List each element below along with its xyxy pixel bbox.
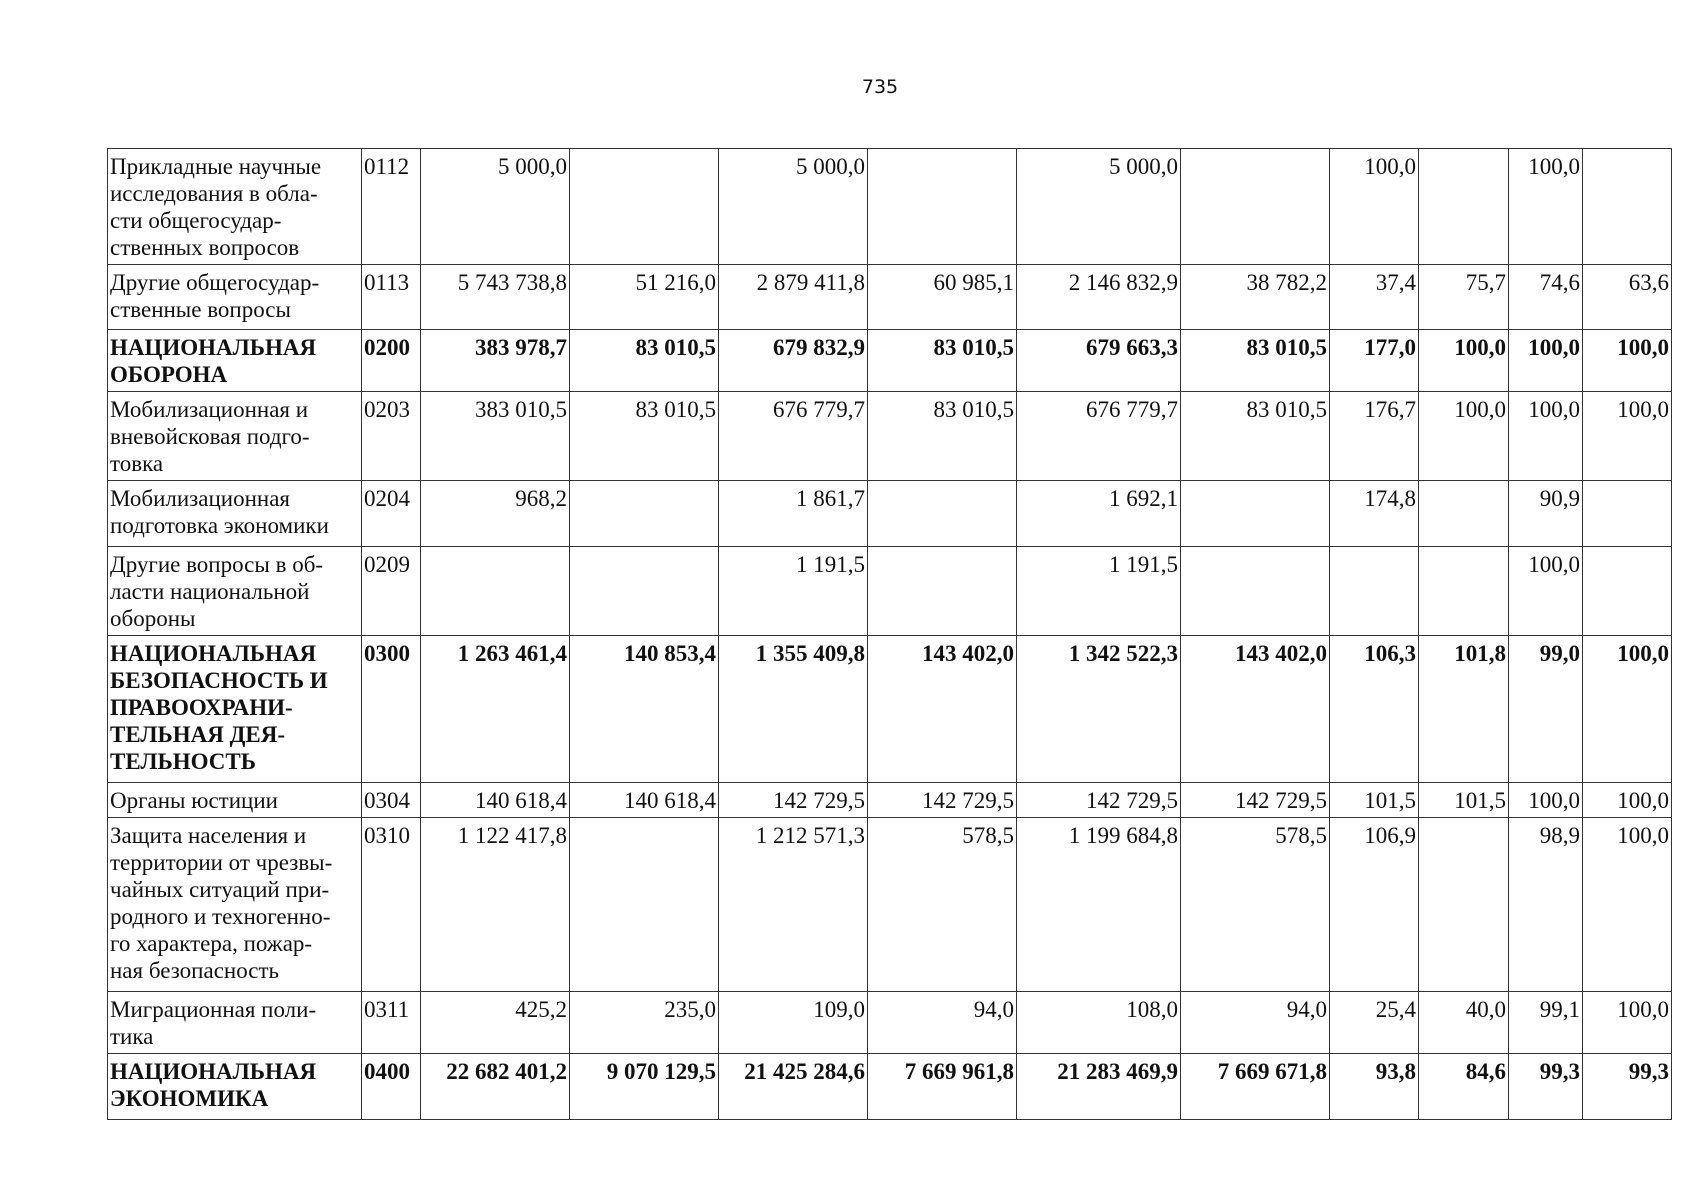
item-name-cell: НАЦИОНАЛЬНАЯ БЕЗОПАСНОСТЬ И ПРАВООХРАНИ- ТЕЛЬНАЯ ДЕЯ- ТЕЛЬНОСТЬ [108, 636, 362, 783]
value-cell-c8: 75,7 [1419, 265, 1509, 330]
value-cell-c6 [1181, 481, 1330, 547]
table-row [108, 818, 1672, 992]
value-cell-c5: 1 191,5 [1017, 547, 1181, 636]
value-cell-c7: 93,8 [1330, 1054, 1419, 1120]
value-cell-c1: 383 978,7 [421, 330, 570, 392]
table-row [108, 547, 1672, 636]
value-cell-c8 [1419, 149, 1509, 265]
value-cell-c3: 2 879 411,8 [719, 265, 868, 330]
value-cell-c6: 83 010,5 [1181, 392, 1330, 481]
value-cell-c3: 1 861,7 [719, 481, 868, 547]
table-row [108, 481, 1672, 547]
value-cell-c10: 99,3 [1583, 1054, 1672, 1120]
value-cell-c3: 1 191,5 [719, 547, 868, 636]
value-cell-c2: 140 618,4 [570, 783, 719, 818]
value-cell-c8 [1419, 818, 1509, 992]
item-name-cell: Прикладные научные исследования в обла- сти общегосудар- ственных вопросов [108, 149, 362, 265]
item-name-cell: Органы юстиции [108, 783, 362, 818]
value-cell-c7 [1330, 547, 1419, 636]
value-cell-c5: 676 779,7 [1017, 392, 1181, 481]
value-cell-c9: 99,0 [1509, 636, 1583, 783]
value-cell-c4: 143 402,0 [868, 636, 1017, 783]
value-cell-c6: 94,0 [1181, 992, 1330, 1054]
code-cell: 0203 [362, 392, 421, 481]
value-cell-c6 [1181, 149, 1330, 265]
value-cell-c6: 7 669 671,8 [1181, 1054, 1330, 1120]
value-cell-c8 [1419, 481, 1509, 547]
item-name-cell: Другие вопросы в об- ласти национальной обороны [108, 547, 362, 636]
value-cell-c7: 106,3 [1330, 636, 1419, 783]
table-row [108, 783, 1672, 818]
value-cell-c2: 83 010,5 [570, 392, 719, 481]
code-cell: 0300 [362, 636, 421, 783]
value-cell-c7: 106,9 [1330, 818, 1419, 992]
value-cell-c5: 5 000,0 [1017, 149, 1181, 265]
value-cell-c5: 1 199 684,8 [1017, 818, 1181, 992]
item-name-cell: Другие общегосудар- ственные вопросы [108, 265, 362, 330]
page-number: 735 [861, 76, 899, 98]
value-cell-c3: 5 000,0 [719, 149, 868, 265]
value-cell-c8: 40,0 [1419, 992, 1509, 1054]
value-cell-c7: 177,0 [1330, 330, 1419, 392]
value-cell-c9: 100,0 [1509, 149, 1583, 265]
value-cell-c5: 2 146 832,9 [1017, 265, 1181, 330]
value-cell-c3: 21 425 284,6 [719, 1054, 868, 1120]
value-cell-c3: 1 212 571,3 [719, 818, 868, 992]
item-name-cell: НАЦИОНАЛЬНАЯ ОБОРОНА [108, 330, 362, 392]
value-cell-c4: 83 010,5 [868, 330, 1017, 392]
value-cell-c10: 100,0 [1583, 330, 1672, 392]
value-cell-c6: 143 402,0 [1181, 636, 1330, 783]
value-cell-c5: 1 342 522,3 [1017, 636, 1181, 783]
value-cell-c10: 100,0 [1583, 636, 1672, 783]
value-cell-c3: 109,0 [719, 992, 868, 1054]
table-row [108, 330, 1672, 392]
value-cell-c3: 1 355 409,8 [719, 636, 868, 783]
value-cell-c1: 383 010,5 [421, 392, 570, 481]
value-cell-c1: 5 000,0 [421, 149, 570, 265]
value-cell-c2: 51 216,0 [570, 265, 719, 330]
value-cell-c2: 235,0 [570, 992, 719, 1054]
value-cell-c1: 968,2 [421, 481, 570, 547]
value-cell-c9: 74,6 [1509, 265, 1583, 330]
value-cell-c8 [1419, 547, 1509, 636]
code-cell: 0310 [362, 818, 421, 992]
budget-table [107, 148, 1672, 1120]
value-cell-c4 [868, 481, 1017, 547]
value-cell-c6: 142 729,5 [1181, 783, 1330, 818]
value-cell-c1: 140 618,4 [421, 783, 570, 818]
value-cell-c6: 83 010,5 [1181, 330, 1330, 392]
value-cell-c6: 38 782,2 [1181, 265, 1330, 330]
item-name-cell: Миграционная поли- тика [108, 992, 362, 1054]
value-cell-c3: 142 729,5 [719, 783, 868, 818]
value-cell-c4 [868, 149, 1017, 265]
code-cell: 0304 [362, 783, 421, 818]
value-cell-c3: 679 832,9 [719, 330, 868, 392]
item-name-cell: Мобилизационная подготовка экономики [108, 481, 362, 547]
value-cell-c9: 100,0 [1509, 330, 1583, 392]
value-cell-c4: 142 729,5 [868, 783, 1017, 818]
item-name-cell: Мобилизационная и вневойсковая подго- товка [108, 392, 362, 481]
value-cell-c9: 98,9 [1509, 818, 1583, 992]
value-cell-c2 [570, 481, 719, 547]
value-cell-c2: 9 070 129,5 [570, 1054, 719, 1120]
value-cell-c7: 174,8 [1330, 481, 1419, 547]
value-cell-c3: 676 779,7 [719, 392, 868, 481]
value-cell-c8: 100,0 [1419, 330, 1509, 392]
value-cell-c7: 37,4 [1330, 265, 1419, 330]
value-cell-c2 [570, 818, 719, 992]
value-cell-c4: 578,5 [868, 818, 1017, 992]
table-row [108, 1054, 1672, 1120]
value-cell-c1: 425,2 [421, 992, 570, 1054]
value-cell-c5: 21 283 469,9 [1017, 1054, 1181, 1120]
value-cell-c6 [1181, 547, 1330, 636]
table-row [108, 392, 1672, 481]
value-cell-c2: 140 853,4 [570, 636, 719, 783]
value-cell-c10: 63,6 [1583, 265, 1672, 330]
value-cell-c4: 7 669 961,8 [868, 1054, 1017, 1120]
value-cell-c1: 22 682 401,2 [421, 1054, 570, 1120]
value-cell-c5: 679 663,3 [1017, 330, 1181, 392]
value-cell-c2: 83 010,5 [570, 330, 719, 392]
value-cell-c10 [1583, 547, 1672, 636]
value-cell-c2 [570, 547, 719, 636]
value-cell-c4: 60 985,1 [868, 265, 1017, 330]
value-cell-c8: 101,8 [1419, 636, 1509, 783]
value-cell-c1: 1 263 461,4 [421, 636, 570, 783]
value-cell-c5: 108,0 [1017, 992, 1181, 1054]
value-cell-c9: 99,3 [1509, 1054, 1583, 1120]
value-cell-c4: 83 010,5 [868, 392, 1017, 481]
value-cell-c5: 142 729,5 [1017, 783, 1181, 818]
value-cell-c1: 5 743 738,8 [421, 265, 570, 330]
value-cell-c1 [421, 547, 570, 636]
value-cell-c10: 100,0 [1583, 992, 1672, 1054]
table-row [108, 636, 1672, 783]
item-name-cell: НАЦИОНАЛЬНАЯ ЭКОНОМИКА [108, 1054, 362, 1120]
value-cell-c9: 100,0 [1509, 392, 1583, 481]
item-name-cell: Защита населения и территории от чрезвы- чайных ситуаций при- родного и техногенно- го характера, пожар- ная безопасность [108, 818, 362, 992]
value-cell-c7: 176,7 [1330, 392, 1419, 481]
value-cell-c9: 100,0 [1509, 783, 1583, 818]
value-cell-c10 [1583, 149, 1672, 265]
code-cell: 0112 [362, 149, 421, 265]
value-cell-c8: 100,0 [1419, 392, 1509, 481]
value-cell-c8: 101,5 [1419, 783, 1509, 818]
value-cell-c10 [1583, 481, 1672, 547]
value-cell-c10: 100,0 [1583, 392, 1672, 481]
value-cell-c1: 1 122 417,8 [421, 818, 570, 992]
value-cell-c9: 99,1 [1509, 992, 1583, 1054]
table-row [108, 992, 1672, 1054]
code-cell: 0200 [362, 330, 421, 392]
value-cell-c7: 101,5 [1330, 783, 1419, 818]
value-cell-c2 [570, 149, 719, 265]
code-cell: 0311 [362, 992, 421, 1054]
code-cell: 0113 [362, 265, 421, 330]
value-cell-c7: 100,0 [1330, 149, 1419, 265]
value-cell-c4 [868, 547, 1017, 636]
code-cell: 0204 [362, 481, 421, 547]
value-cell-c10: 100,0 [1583, 818, 1672, 992]
value-cell-c10: 100,0 [1583, 783, 1672, 818]
code-cell: 0209 [362, 547, 421, 636]
value-cell-c4: 94,0 [868, 992, 1017, 1054]
table-row [108, 149, 1672, 265]
value-cell-c7: 25,4 [1330, 992, 1419, 1054]
value-cell-c9: 90,9 [1509, 481, 1583, 547]
value-cell-c8: 84,6 [1419, 1054, 1509, 1120]
value-cell-c9: 100,0 [1509, 547, 1583, 636]
table-row [108, 265, 1672, 330]
value-cell-c5: 1 692,1 [1017, 481, 1181, 547]
value-cell-c6: 578,5 [1181, 818, 1330, 992]
code-cell: 0400 [362, 1054, 421, 1120]
